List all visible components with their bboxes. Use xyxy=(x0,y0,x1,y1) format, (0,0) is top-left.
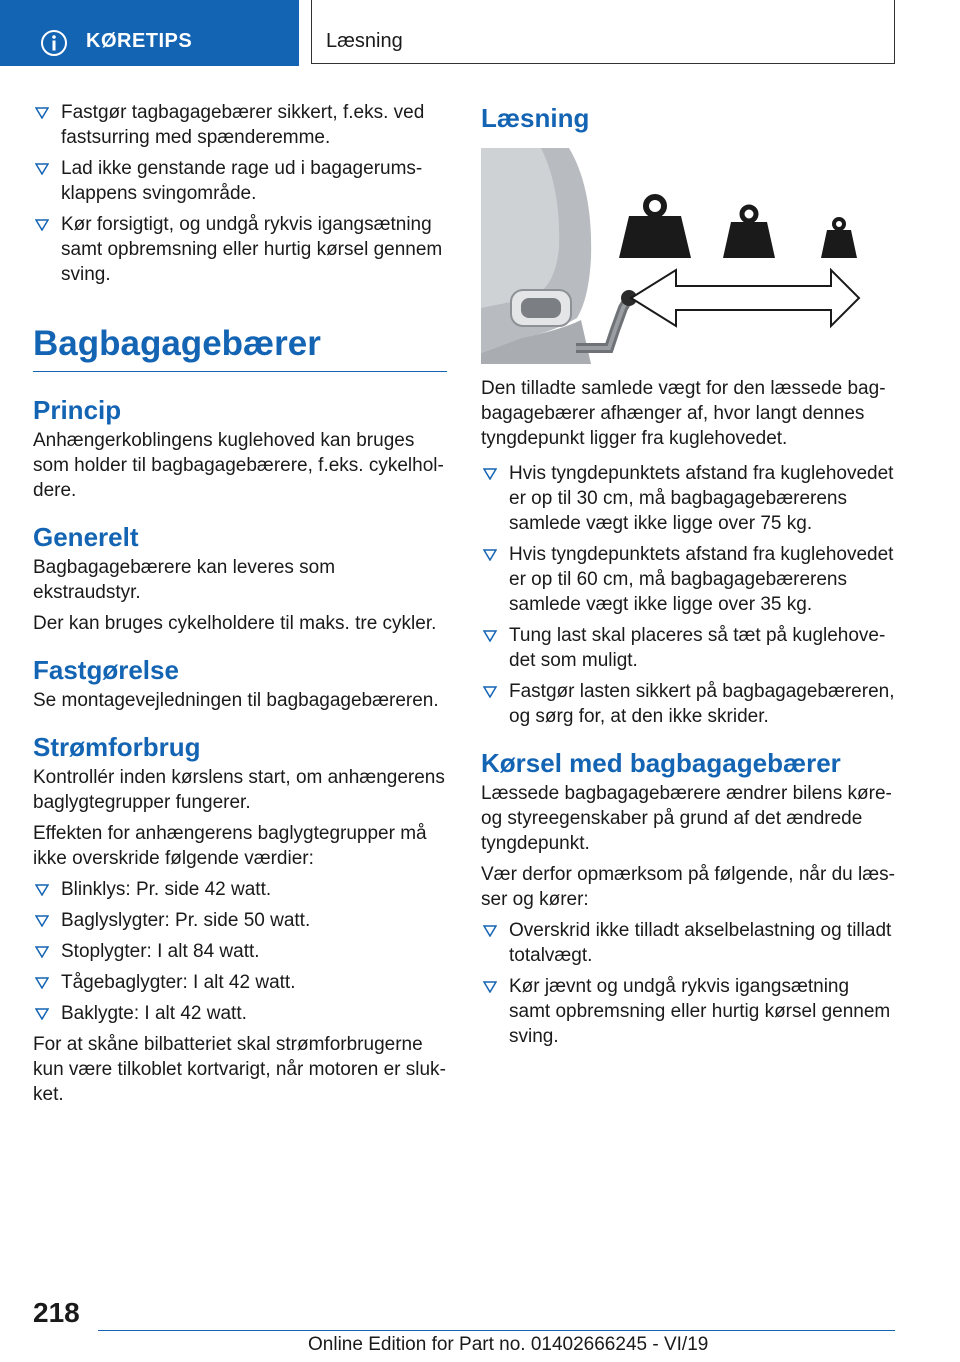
triangle-bullet-icon xyxy=(483,686,497,698)
princip-text: Anhængerkoblingens kuglehoved kan bruges som holder til bagbagagebærere, f.eks. cykelholdere. xyxy=(33,430,444,501)
topic-label: Læsning xyxy=(326,30,403,52)
strom-text-1: Kontrollér inden kørslens start, om anhængerens baglygtegrupper fungerer. xyxy=(33,767,445,813)
korsel-text-1: Læssede bagbagagebærere ændrer bilens køreog styreegenskaber på grund af det ændrede tyngdepunkt. xyxy=(481,783,892,854)
list-item: Baklygte: I alt 42 watt. xyxy=(33,1001,447,1026)
list-item: Fastgør lasten sikkert på bagbagagebæreren, og sørg for, at den ikke skrider. xyxy=(481,679,895,729)
generelt-text-2: Der kan bruges cykelholdere til maks. tre cykler. xyxy=(33,613,437,634)
info-circle-icon xyxy=(40,29,68,57)
korsel-text-2: Vær derfor opmærksom på følgende, når du læsser og kører: xyxy=(481,864,895,910)
laesning-heading: Læsning xyxy=(481,103,590,133)
triangle-bullet-icon xyxy=(35,163,49,175)
strom-text-2: Effekten for anhængerens baglygtegrupper må ikke overskride følgende værdier: xyxy=(33,823,427,869)
footer-divider xyxy=(98,1330,895,1331)
list-item: Fastgør tagbagagebærer sikkert, f.eks. ved fastsurring med spænderemme. xyxy=(33,100,447,150)
triangle-bullet-icon xyxy=(483,981,497,993)
list-item: Hvis tyngdepunktets afstand fra kuglehovedet er op til 60 cm, må bagbagagebærerens samlede vægt ikke ligge over 35 kg. xyxy=(481,542,895,617)
princip-heading: Princip xyxy=(33,395,122,425)
fastgorelse-heading: Fastgørelse xyxy=(33,655,179,685)
triangle-bullet-icon xyxy=(35,107,49,119)
korsel-heading: Kørsel med bagbagagebærer xyxy=(481,748,841,778)
laesning-bullet-list xyxy=(481,461,895,729)
laesning-text: Den tilladte samlede vægt for den læssede bagbagagebærer afhænger af, hvor langt dennes tyngdepunkt ligger fra kuglehovedet. xyxy=(481,378,886,449)
intro-bullet-list xyxy=(33,100,447,287)
list-item: Tung last skal placeres så tæt på kuglehovedet som muligt. xyxy=(481,623,895,673)
strom-bullet-list xyxy=(33,877,447,1026)
right-column xyxy=(481,100,895,1055)
generelt-heading: Generelt xyxy=(33,522,139,552)
list-item: Tågebaglygter: I alt 42 watt. xyxy=(33,970,447,995)
edition-info: Online Edition for Part no. 01402666245 - VI/19 xyxy=(308,1334,709,1355)
triangle-bullet-icon xyxy=(35,1008,49,1020)
triangle-bullet-icon xyxy=(483,549,497,561)
section-tab-label: KØRETIPS xyxy=(86,30,193,52)
triangle-bullet-icon xyxy=(483,925,497,937)
triangle-bullet-icon xyxy=(483,468,497,480)
triangle-bullet-icon xyxy=(35,884,49,896)
triangle-bullet-icon xyxy=(35,946,49,958)
fastgorelse-text: Se montagevejledningen til bagbagagebæreren. xyxy=(33,690,439,711)
generelt-text-1: Bagbagagebærere kan leveres som ekstraudstyr. xyxy=(33,557,336,603)
main-heading: Bagbagagebærer xyxy=(33,323,447,372)
load-distance-diagram xyxy=(481,148,895,364)
list-item: Stoplygter: I alt 84 watt. xyxy=(33,939,447,964)
triangle-bullet-icon xyxy=(483,630,497,642)
left-column xyxy=(33,100,447,1113)
triangle-bullet-icon xyxy=(35,915,49,927)
korsel-bullet-list xyxy=(481,918,895,1049)
list-item: Hvis tyngdepunktets afstand fra kuglehovedet er op til 30 cm, må bagbagagebærerens samlede vægt ikke ligge over 75 kg. xyxy=(481,461,895,536)
list-item: Overskrid ikke tilladt akselbelastning og tilladt totalvægt. xyxy=(481,918,895,968)
strom-text-3: For at skåne bilbatteriet skal strømforbrugerne kun være tilkoblet kortvarigt, når motoren er slukket. xyxy=(33,1034,446,1105)
strom-heading: Strømforbrug xyxy=(33,732,201,762)
triangle-bullet-icon xyxy=(35,219,49,231)
list-item: Blinklys: Pr. side 42 watt. xyxy=(33,877,447,902)
list-item: Lad ikke genstande rage ud i bagagerumsklappens svingområde. xyxy=(33,156,447,206)
page-number: 218 xyxy=(33,1297,80,1328)
list-item: Kør forsigtigt, og undgå rykvis igangsætning samt opbremsning eller hurtig kørsel gennem sving. xyxy=(33,212,447,287)
list-item: Kør jævnt og undgå rykvis igangsætning samt opbremsning eller hurtig kørsel gennem sving. xyxy=(481,974,895,1049)
topic-box xyxy=(311,0,895,64)
section-tab xyxy=(0,0,299,66)
triangle-bullet-icon xyxy=(35,977,49,989)
list-item: Baglyslygter: Pr. side 50 watt. xyxy=(33,908,447,933)
